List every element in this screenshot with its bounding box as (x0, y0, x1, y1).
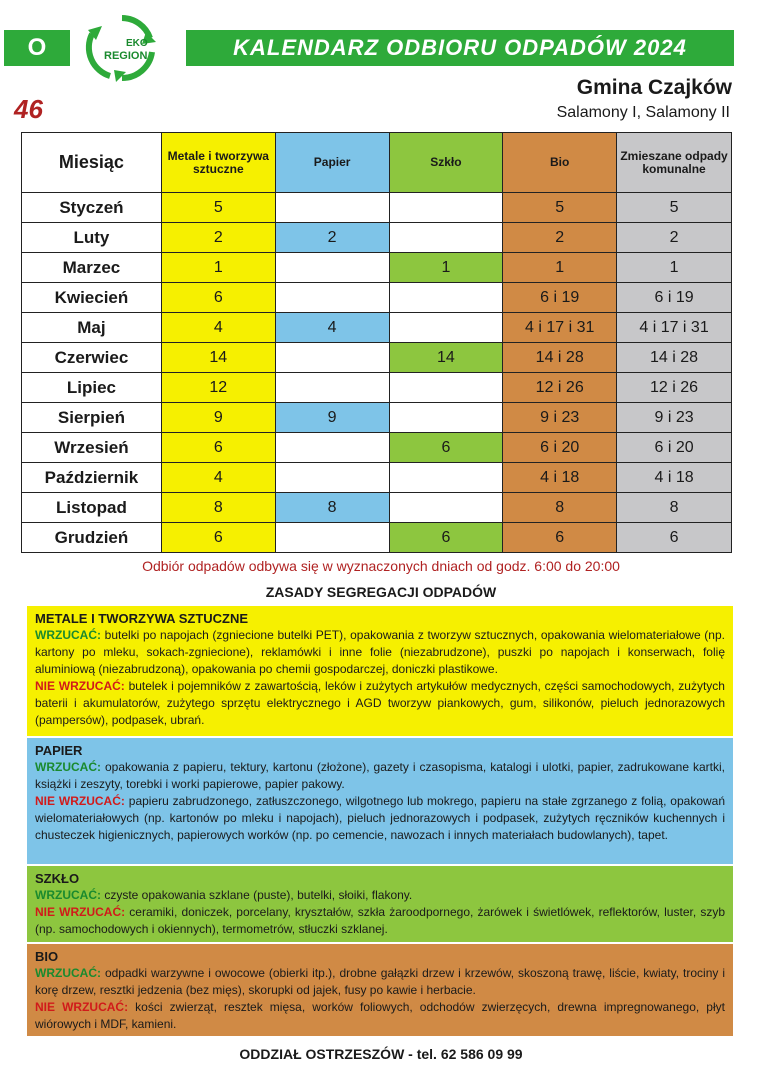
bio-cell: 4 i 18 (503, 463, 617, 493)
yes-label: WRZUCAĆ: (35, 628, 101, 642)
rules-title: ZASADY SEGREGACJI ODPADÓW (265, 584, 497, 600)
collection-hours-note: Odbiór odpadów odbywa się w wyznaczonych dniach od godz. 6:00 do 20:00 (142, 558, 620, 574)
bio-cell: 6 i 19 (503, 283, 617, 313)
zmieszane-cell: 2 (617, 223, 732, 253)
rules-bio-yes-text: odpadki warzywne i owocowe (obierki itp.), drobne gałązki drzew i krzewów, skoszoną trawę, liście, kwiaty, trociny i korę drzew, resztki jedzenia (bez mięs), skorupki od jajek, fusy po kawie i herbacie. (35, 966, 725, 997)
szklo-cell (389, 223, 503, 253)
bio-cell: 2 (503, 223, 617, 253)
rules-metale-title: METALE I TWORZYWA SZTUCZNE (35, 611, 249, 626)
metale-cell: 12 (161, 373, 275, 403)
no-label: NIE WRZUCAĆ: (35, 905, 126, 919)
month-cell: Listopad (22, 493, 162, 523)
rules-szklo-no (35, 904, 725, 938)
month-cell: Grudzień (22, 523, 162, 553)
eko-region-logo (82, 12, 162, 84)
month-cell: Październik (22, 463, 162, 493)
szklo-cell (389, 463, 503, 493)
bio-cell: 14 i 28 (503, 343, 617, 373)
rules-bio-yes (35, 965, 725, 999)
papier-cell: 2 (275, 223, 389, 253)
rules-szklo-box (27, 866, 733, 942)
zmieszane-cell: 6 i 19 (617, 283, 732, 313)
szklo-cell (389, 493, 503, 523)
papier-cell: 4 (275, 313, 389, 343)
metale-cell: 8 (161, 493, 275, 523)
szklo-cell: 6 (389, 433, 503, 463)
metale-cell: 1 (161, 253, 275, 283)
header-month: Miesiąc (22, 133, 162, 193)
papier-cell (275, 343, 389, 373)
table-row (22, 433, 732, 463)
rules-metale-yes-text: butelki po napojach (zgniecione butelki PET), opakowania z tworzyw sztucznych, opakowania wielomateriałowe (np. kartony po mleku, sokach-zgniecione), reklamówki i inne folie (niezabrudzone), puszki po napojach i konserwach, folię aluminiową (niezabrudzoną), opakowania po chemii gospodarczej, doniczki plastikowe. (35, 628, 725, 676)
szklo-cell (389, 403, 503, 433)
zmieszane-cell: 4 i 17 i 31 (617, 313, 732, 343)
rules-metale-no-text: butelek i pojemników z zawartością, leków i zużytych artykułów medycznych, części samochodowych, zużytych baterii i akumulatorów, zużytego sprzętu elektrycznego i AGD tworzyw piankowych, gum, silikonów, pieluch jednorazowych (pampersów), podpasek, ubrań. (35, 679, 725, 727)
bio-cell: 9 i 23 (503, 403, 617, 433)
month-cell: Marzec (22, 253, 162, 283)
yes-label: WRZUCAĆ: (35, 888, 101, 902)
papier-cell (275, 253, 389, 283)
table-header-row (22, 133, 732, 193)
header-zmieszane: Zmieszane odpady komunalne (617, 133, 732, 193)
szklo-cell (389, 373, 503, 403)
papier-cell (275, 463, 389, 493)
table-row (22, 343, 732, 373)
papier-cell (275, 373, 389, 403)
zmieszane-cell: 6 (617, 523, 732, 553)
metale-cell: 2 (161, 223, 275, 253)
rules-bio-no-text: kości zwierząt, resztek mięsa, worków foliowych, odchodów zwierzęcych, drewna impregnowanego, płyt wiórowych i MDF, kamieni. (35, 1000, 725, 1031)
rules-metale-box (27, 606, 733, 736)
month-cell: Maj (22, 313, 162, 343)
rules-papier-no-text: papieru zabrudzonego, zatłuszczonego, wilgotnego lub mokrego, papieru na stałe zgrzanego z folią, opakowań wielomateriałowych (np. kartonów po mleku i napojach), pieluch jednorazowych i podpasek, zużytych ręczników kuchennych i chusteczek higienicznych, papierowych worków (np. po cemencie, nawozach i innych materiałach budowlanych), tapet. (35, 794, 726, 842)
papier-cell (275, 523, 389, 553)
table-row (22, 283, 732, 313)
zmieszane-cell: 1 (617, 253, 732, 283)
month-cell: Wrzesień (22, 433, 162, 463)
footer-contact: ODDZIAŁ OSTRZESZÓW - tel. 62 586 09 99 (239, 1046, 523, 1062)
rules-papier-title: PAPIER (35, 743, 83, 758)
month-cell: Kwiecień (22, 283, 162, 313)
rules-szklo-yes (35, 887, 725, 904)
szklo-cell: 6 (389, 523, 503, 553)
month-cell: Czerwiec (22, 343, 162, 373)
rules-metale-yes (35, 627, 725, 678)
rules-bio-title: BIO (35, 949, 59, 964)
rules-szklo-yes-text: czyste opakowania szklane (puste), butelki, słoiki, flakony. (104, 888, 413, 902)
table-row (22, 223, 732, 253)
rules-papier-yes-text: opakowania z papieru, tektury, kartonu (złożone), gazety i czasopisma, katalogi i ulotki, papier, zadrukowane kartki, książki i zeszyty, torebki i worki papierowe, papier pakowy. (35, 760, 725, 791)
bio-cell: 1 (503, 253, 617, 283)
papier-cell: 9 (275, 403, 389, 433)
zmieszane-cell: 14 i 28 (617, 343, 732, 373)
szklo-cell: 14 (389, 343, 503, 373)
yes-label: WRZUCAĆ: (35, 966, 101, 980)
table-row (22, 253, 732, 283)
metale-cell: 6 (161, 283, 275, 313)
bio-cell: 6 (503, 523, 617, 553)
zmieszane-cell: 5 (617, 193, 732, 223)
month-cell: Luty (22, 223, 162, 253)
bio-cell: 5 (503, 193, 617, 223)
rules-bio-box (27, 944, 733, 1036)
szklo-cell (389, 313, 503, 343)
table-row (22, 193, 732, 223)
table-row (22, 403, 732, 433)
header-metale: Metale i tworzywa sztuczne (161, 133, 275, 193)
rules-papier-box (27, 738, 733, 864)
header-szklo: Szkło (389, 133, 503, 193)
rules-metale-no (35, 678, 725, 729)
yes-label: WRZUCAĆ: (35, 760, 101, 774)
month-cell: Styczeń (22, 193, 162, 223)
rules-bio-no (35, 999, 725, 1033)
papier-cell (275, 193, 389, 223)
table-row (22, 523, 732, 553)
zmieszane-cell: 9 i 23 (617, 403, 732, 433)
collection-calendar-table (21, 132, 732, 553)
metale-cell: 6 (161, 523, 275, 553)
gmina-name: Gmina Czajków (576, 76, 732, 99)
logo-text-region: REGION (104, 50, 148, 62)
papier-cell (275, 433, 389, 463)
bio-cell: 4 i 17 i 31 (503, 313, 617, 343)
metale-cell: 5 (161, 193, 275, 223)
bio-cell: 6 i 20 (503, 433, 617, 463)
szklo-cell (389, 283, 503, 313)
bio-cell: 8 (503, 493, 617, 523)
rules-szklo-no-text: ceramiki, doniczek, porcelany, kryształów, szkła żaroodpornego, żarówek i świetlówek, reflektorów, luster, szyb (np. samochodowych i okiennych), termometrów, stłuczki szklanej. (35, 905, 725, 936)
metale-cell: 6 (161, 433, 275, 463)
month-cell: Lipiec (22, 373, 162, 403)
no-label: NIE WRZUCAĆ: (35, 679, 125, 693)
zmieszane-cell: 6 i 20 (617, 433, 732, 463)
papier-cell: 8 (275, 493, 389, 523)
zmieszane-cell: 12 i 26 (617, 373, 732, 403)
rules-papier-yes (35, 759, 725, 793)
table-row (22, 463, 732, 493)
szklo-cell: 1 (389, 253, 503, 283)
page-number: 46 (14, 94, 43, 124)
zmieszane-cell: 8 (617, 493, 732, 523)
logo-text-eko: EKO (126, 38, 148, 49)
table-row (22, 313, 732, 343)
header-bio: Bio (503, 133, 617, 193)
header-papier: Papier (275, 133, 389, 193)
metale-cell: 14 (161, 343, 275, 373)
month-cell: Sierpień (22, 403, 162, 433)
rules-szklo-title: SZKŁO (35, 871, 80, 886)
table-row (22, 373, 732, 403)
no-label: NIE WRZUCAĆ: (35, 794, 125, 808)
villages-list: Salamony I, Salamony II (556, 104, 730, 121)
metale-cell: 4 (161, 463, 275, 493)
section-letter: O (4, 30, 70, 66)
bio-cell: 12 i 26 (503, 373, 617, 403)
zmieszane-cell: 4 i 18 (617, 463, 732, 493)
no-label: NIE WRZUCAĆ: (35, 1000, 129, 1014)
rules-papier-no (35, 793, 725, 844)
metale-cell: 4 (161, 313, 275, 343)
szklo-cell (389, 193, 503, 223)
papier-cell (275, 283, 389, 313)
page-title: KALENDARZ ODBIORU ODPADÓW 2024 (186, 30, 734, 66)
table-row (22, 493, 732, 523)
metale-cell: 9 (161, 403, 275, 433)
